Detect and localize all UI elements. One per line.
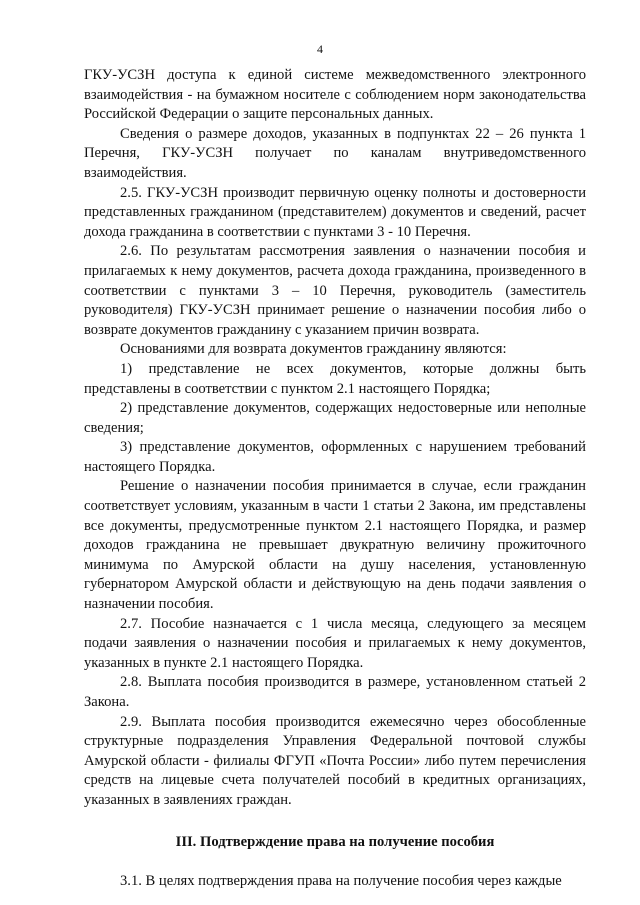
paragraph-decision: Решение о назначении пособия принимается в случае, если гражданин соответствует условиям, указанным в части 1 статьи 2 Закона, им представлены все документы, предусмотренные пунктом 2.1 настоящего Порядка, и размер доходов гражданина не превышает двукратную величину прожиточного минимума по Амурской области на душу населения, установленную губернатором Амурской области и действующую на день подачи заявления о назначении пособия. [84, 478, 586, 613]
paragraph-2-6: 2.6. По результатам рассмотрения заявления о назначении пособия и прилагаемых к нему документов, расчета дохода гражданина, произведенного в соответствии с пунктами 3 – 10 Перечня, руководитель (заместитель руководителя) ГКУ-УСЗН принимает решение о назначении пособия либо о возврате документов гражданину с указанием причин возврата. [84, 243, 586, 338]
paragraph-2-7: 2.7. Пособие назначается с 1 числа месяца, следующего за месяцем подачи заявления о назначении пособия и прилагаемых к нему документов, указанных в пункте 2.1 настоящего Порядка. [84, 615, 586, 671]
list-item-2: 2) представление документов, содержащих недостоверные или неполные сведения; [84, 400, 586, 436]
section-heading: III. Подтверждение права на получение пособия [175, 833, 495, 850]
paragraph-continuation: ГКУ-УСЗН доступа к единой системе межведомственного электронного взаимодействия - на бумажном носителе с соблюдением норм законодательства Российской Федерации о защите персональных данных. [84, 67, 586, 123]
paragraph-2-8: 2.8. Выплата пособия производится в размере, установленном статьей 2 Закона. [84, 674, 586, 710]
paragraph-2-9: 2.9. Выплата пособия производится ежемесячно через обособленные структурные подразделения Управления Федеральной почтовой службы Амурской области - филиалы ФГУП «Почта России» либо путем перечисления средств на лицевые счета получателей пособий в кредитных организациях, указанных в заявлениях граждан. [84, 713, 586, 808]
paragraph-income-info: Сведения о размере доходов, указанных в подпунктах 22 – 26 пункта 1 Перечня, ГКУ-УСЗН получает по каналам внутриведомственного взаимодействия. [84, 125, 586, 181]
paragraph-3-1: 3.1. В целях подтверждения права на получение пособия через каждые [120, 873, 562, 890]
page-number: 4 [317, 42, 323, 56]
document-body [84, 66, 586, 892]
paragraph-return-grounds: Основаниями для возврата документов гражданину являются: [120, 341, 507, 358]
list-item-1: 1) представление не всех документов, которые должны быть представлены в соответствии с пунктом 2.1 настоящего Порядка; [84, 360, 586, 397]
list-item-3: 3) представление документов, оформленных с нарушением требований настоящего Порядка. [84, 439, 586, 475]
paragraph-2-5: 2.5. ГКУ-УСЗН производит первичную оценку полноты и достоверности представленных гражданином (представителем) документов и сведений, расчет дохода гражданина в соответствии с пунктами 3 - 10 Перечня. [84, 184, 586, 240]
